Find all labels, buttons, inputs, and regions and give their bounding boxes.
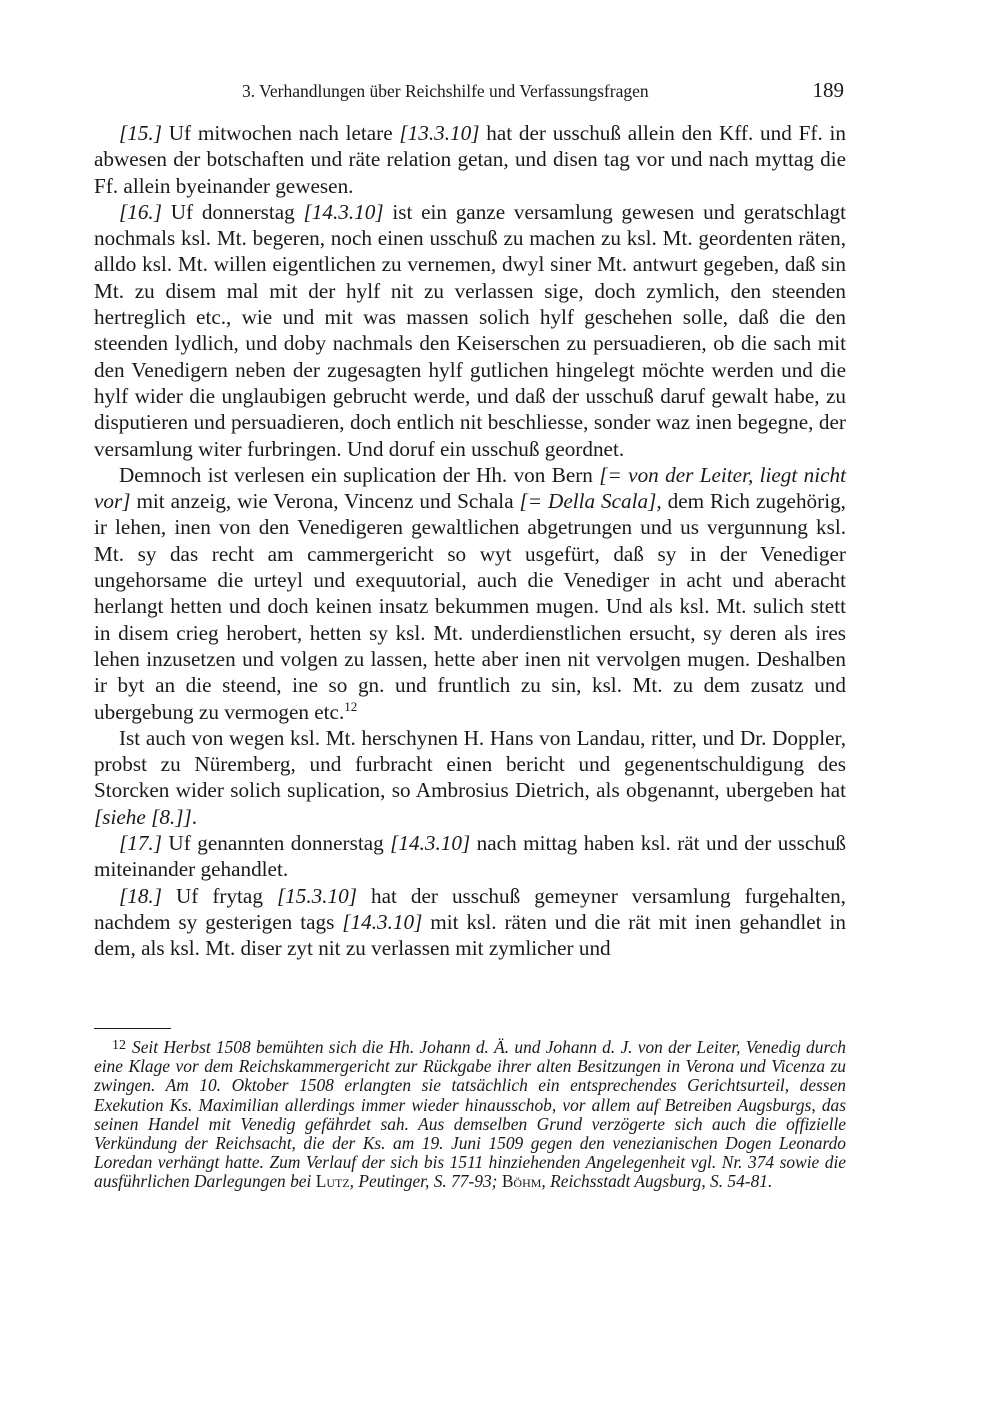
text-run: Demnoch ist verlesen ein suplication der Hh. von Bern bbox=[119, 462, 600, 487]
date-ref: [14.3.10] bbox=[390, 831, 471, 856]
text-run: Uf genannten donnerstag bbox=[161, 831, 391, 856]
text-run: Uf frytag bbox=[161, 883, 277, 908]
footnote-text bbox=[94, 1036, 846, 1192]
paragraph-supplication bbox=[94, 462, 846, 725]
page-header bbox=[94, 78, 846, 108]
paragraph-17 bbox=[94, 830, 846, 883]
text-run: . bbox=[191, 804, 197, 829]
author-name: Lutz bbox=[315, 1171, 350, 1192]
footnote-12 bbox=[94, 1036, 846, 1192]
text-run: , Reichsstadt Augsburg, S. 54-81. bbox=[541, 1171, 773, 1192]
text-run: Uf mitwochen nach letare bbox=[161, 121, 400, 145]
text-run: mit anzeig, wie Verona, Vincenz und Schala bbox=[130, 489, 520, 514]
text-run: Uf donnerstag bbox=[161, 199, 304, 224]
text-run: , Peutinger, S. 77-93; bbox=[349, 1171, 502, 1192]
text-run: dem Rich zugehörig, ir lehen, inen von den Venedigeren gewaltlichen abgetrungen und us vergunnung ksl. Mt. sy das recht am cammergericht so wyt usgefürt, daß sy in der Venediger ungehorsame die urteyl und exequutorial, auch die Venediger in acht und aberacht herlangt hetten und doch keinen insatz bekummen mugen. Und als ksl. Mt. sulich stett in disem crieg herobert, hetten sy ksl. Mt. underdienstlichen ersucht, sy deren als ires lehen inzusetzen und volgen zu lassen, hette aber inen nit vervolgen mugen. Deshalben ir byt an die steend, ine so gn. und fruntlich zu sin, ksl. Mt. zu dem zusatz und ubergebung zu vermogen etc. bbox=[94, 489, 846, 724]
section-ref: [16.] bbox=[119, 199, 162, 224]
text-run: hat der usschuß allein den Kff. und Ff. in abwesen der botschaften und räte relation getan, und disen tag vor und nach myttag die Ff. allein byeinander gewesen. bbox=[94, 121, 846, 198]
paragraph-landau bbox=[94, 725, 846, 830]
text-run: Ist auch von wegen ksl. Mt. herschynen H. Hans von Landau, ritter, und Dr. Doppler, probst zu Nüremberg, und furbracht einen bericht und gegenentschuldigung des Storcken wider solich suplication, so Ambrosius Dietrich, als obgenannt, ubergeben hat bbox=[94, 725, 846, 803]
section-ref: [15.] bbox=[119, 121, 162, 145]
editorial-note: [= Della Scala], bbox=[519, 489, 662, 514]
footnote-number: 12 bbox=[112, 1038, 126, 1053]
running-head: 3. Verhandlungen über Reichshilfe und Verfassungsfragen bbox=[242, 81, 649, 101]
paragraph-18 bbox=[94, 883, 846, 962]
paragraph-15 bbox=[94, 120, 846, 199]
section-ref: [18.] bbox=[119, 883, 162, 908]
section-ref: [17.] bbox=[119, 831, 162, 856]
date-ref: [15.3.10] bbox=[276, 883, 357, 908]
paragraph-16 bbox=[94, 199, 846, 462]
date-ref: [14.3.10] bbox=[342, 909, 423, 934]
text-run: mit ksl. räten und die rät mit inen gehandlet in dem, als ksl. Mt. diser zyt nit zu verlassen mit zymlicher und bbox=[94, 909, 846, 961]
footnote-reference[interactable]: 12 bbox=[344, 698, 358, 714]
editorial-note: [= von der Leiter, liegt nicht vor] bbox=[94, 462, 847, 514]
page-number: 189 bbox=[812, 78, 844, 102]
text-run: hat der usschuß gemeyner versamlung furgehalten, nachdem sy gesterigen tags bbox=[94, 883, 846, 934]
text-run: ist ein ganze versamlung gewesen und geratschlagt nochmals ksl. Mt. begeren, noch einen usschuß zu machen zu ksl. Mt. geordenten räten, alldo ksl. Mt. willen eigentlichen zu vernemen, dwyl siner Mt. antwurt gegeben, daß sin Mt. zu disem mal mit der hylf nit zu verlassen sige, doch zymlich, den steenden hertreglich etc., wie und mit was massen solich hylf geschehen solle, daß die den steenden lydlich, und doby nachmals den Keiserschen zu persuadieren, ob die sach mit den Venedigern neben der zugesagten hylf gutlichen hingelegt möchte werden und die hylf wider die unglaubigen gebrucht werde, und daß der usschuß daruf gewalt habe, zu disputieren und persuadieren, doch entlich nit beschliesse, sonder waz inen begegne, der versamlung witer furbringen. Und doruf ein usschuß geordnet. bbox=[94, 199, 846, 461]
text-run: nach mittag haben ksl. rät und der usschuß miteinander gehandlet. bbox=[94, 831, 847, 882]
date-ref: [14.3.10] bbox=[303, 199, 384, 224]
main-text bbox=[94, 120, 846, 962]
author-name: Böhm bbox=[501, 1171, 542, 1192]
editorial-note: [siehe [8.]] bbox=[94, 804, 192, 829]
footnote-divider bbox=[94, 1028, 171, 1029]
date-ref: [13.3.10] bbox=[399, 121, 480, 145]
text-run: Seit Herbst 1508 bemühten sich die Hh. Johann d. Ä. und Johann d. J. von der Leiter, Venedig durch eine Klage vor dem Reichskammergericht zur Rückgabe ihrer alten Besitzungen in Verona und Vicenza zu zwingen. Am 10. Oktober 1508 erlangten sie tatsächlich ein entsprechendes Gerichtsurteil, dessen Exekution Ks. Maximilian allerdings immer wieder hinausschob, vor allem auf Betreiben Augsburgs, das seinen Handel mit Venedig gefährdet sah. Aus demselben Grund verzögerte sich auch die offizielle Verkündung der Reichsacht, die der Ks. am 19. Juni 1509 gegen den venezianischen Dogen Leonardo Loredan verhängt hatte. Zum Verlauf der sich bis 1511 hinziehenden Angelegenheit vgl. Nr. 374 sowie die ausführlichen Darlegungen bei bbox=[94, 1037, 846, 1192]
